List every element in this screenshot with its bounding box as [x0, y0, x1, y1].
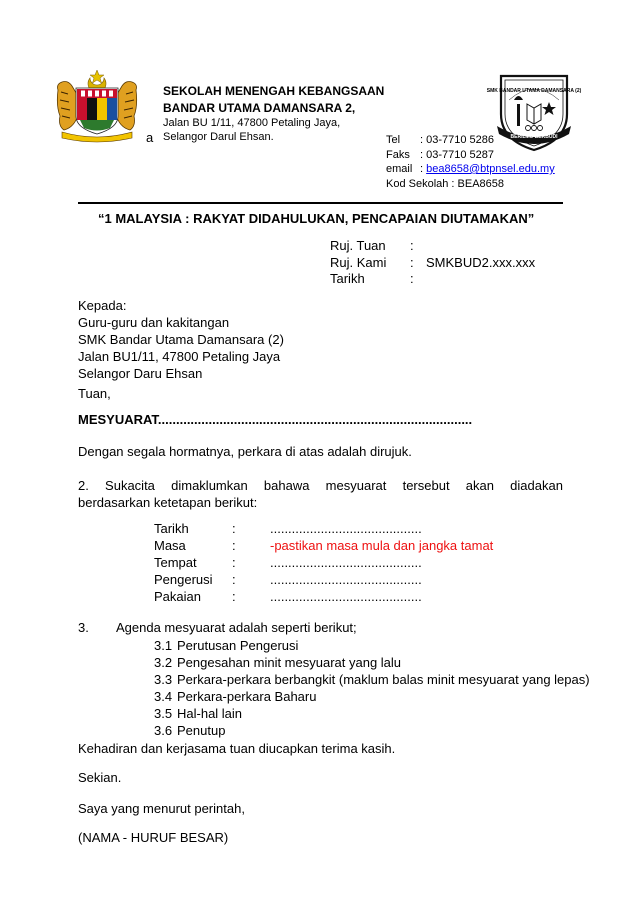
agenda-text: Perkara-perkara Baharu	[177, 689, 317, 704]
school-name	[163, 83, 384, 117]
agenda-number: 3.2	[154, 655, 173, 670]
agenda-text: Penutup	[177, 723, 226, 738]
ref-sep: :	[410, 238, 414, 253]
school-crest-motto-text: BERILMU BERBUDI	[510, 134, 558, 140]
detail-row-pakaian	[154, 588, 493, 605]
closing-order: Saya yang menurut perintah,	[78, 801, 245, 816]
meeting-details	[154, 520, 493, 605]
detail-sep: :	[232, 521, 236, 536]
detail-value: ..........................................	[270, 589, 422, 604]
agenda-item	[154, 688, 590, 705]
email-label: email	[386, 163, 413, 175]
reference-block	[330, 238, 535, 288]
detail-sep: :	[232, 589, 236, 604]
paragraph-2-word: mesyuarat	[325, 478, 387, 493]
detail-label: Tarikh	[154, 521, 189, 536]
agenda-item	[154, 671, 590, 688]
recipient-line: SMK Bandar Utama Damansara (2)	[78, 332, 284, 347]
recipient-line: Guru-guru dan kakitangan	[78, 315, 230, 330]
agenda-item	[154, 637, 590, 654]
agenda-number: 3.4	[154, 689, 173, 704]
contact-fax	[386, 148, 555, 163]
school-name-line2: BANDAR UTAMA DAMANSARA 2,	[163, 101, 356, 115]
detail-row-pengerusi	[154, 571, 493, 588]
closing-thanks: Kehadiran dan kerjasama tuan diucapkan terima kasih.	[78, 741, 396, 756]
detail-sep: :	[232, 538, 236, 553]
paragraph-3-text: Agenda mesyuarat adalah seperti berikut;	[116, 620, 357, 635]
paragraph-2-line1	[78, 477, 563, 494]
ref-value: SMKBUD2.xxx.xxx	[426, 254, 536, 270]
email-prefix: :	[420, 163, 427, 175]
paragraph-2-word: tersebut	[402, 478, 450, 493]
contact-block	[386, 133, 555, 191]
detail-sep: :	[232, 555, 236, 570]
paragraph-3	[78, 620, 357, 635]
agenda-text: Perutusan Pengerusi	[177, 638, 299, 653]
school-crest-top-text: SMK BANDAR UTAMA DAMANSARA (2)	[486, 88, 582, 94]
stray-character: a	[146, 130, 154, 145]
agenda-item	[154, 654, 590, 671]
address-line2: Selangor Darul Ehsan.	[163, 131, 274, 143]
detail-label: Tempat	[154, 555, 197, 570]
ref-label: Tarikh	[330, 271, 365, 286]
detail-sep: :	[232, 572, 236, 587]
recipient-block	[78, 297, 284, 382]
agenda-text: Pengesahan minit mesyuarat yang lalu	[177, 655, 402, 670]
paragraph-2-word: bahawa	[263, 478, 310, 493]
agenda-number: 3.6	[154, 723, 173, 738]
fax-value: : 03-7710 5287	[420, 148, 495, 161]
detail-label: Pengerusi	[154, 572, 213, 587]
contact-tel	[386, 133, 555, 148]
salutation: Tuan,	[78, 386, 111, 401]
tel-label: Tel	[386, 134, 401, 146]
school-code: Kod Sekolah : BEA8658	[386, 177, 505, 190]
address-line1: Jalan BU 1/11, 47800 Petaling Jaya,	[163, 117, 341, 129]
agenda-item	[154, 722, 590, 739]
detail-label: Masa	[154, 538, 186, 553]
paragraph-3-number: 3.	[78, 620, 89, 635]
agenda-list	[154, 637, 590, 739]
fax-label: Faks	[386, 148, 410, 161]
detail-value: ..........................................	[270, 572, 422, 587]
paragraph-2	[78, 477, 563, 511]
ref-row-kami	[330, 255, 535, 272]
contact-email	[386, 162, 555, 177]
ref-row-tarikh	[330, 271, 535, 288]
ref-label: Ruj. Kami	[330, 254, 387, 270]
detail-row-tempat	[154, 554, 493, 571]
ref-sep: :	[410, 254, 414, 270]
tel-value: : 03-7710 5286	[420, 134, 495, 146]
paragraph-2-word: dimaklumkan	[171, 478, 248, 493]
agenda-number: 3.5	[154, 706, 173, 721]
agenda-text: Hal-hal lain	[177, 706, 243, 721]
header-divider	[78, 202, 563, 204]
agenda-number: 3.3	[154, 672, 173, 687]
paragraph-2-word: 2.	[78, 478, 89, 493]
detail-value: ..........................................	[270, 555, 422, 570]
paragraph-2-word: diadakan	[510, 478, 563, 493]
school-address	[163, 116, 340, 144]
detail-row-masa	[154, 537, 493, 554]
recipient-line: Kepada:	[78, 298, 127, 313]
ref-sep: :	[410, 271, 414, 286]
paragraph-2-word: akan	[465, 478, 494, 493]
ref-row-tuan	[330, 238, 535, 255]
subject-line: MESYUARAT.......................................................................................	[78, 412, 473, 427]
closing-sekian: Sekian.	[78, 770, 122, 785]
agenda-number: 3.1	[154, 638, 173, 653]
detail-value-highlight: -pastikan masa mula dan jangka tamat	[270, 538, 494, 553]
recipient-line: Selangor Daru Ehsan	[78, 366, 203, 381]
ref-label: Ruj. Tuan	[330, 238, 386, 253]
detail-value: ..........................................	[270, 521, 422, 536]
signatory-name: (NAMA - HURUF BESAR)	[78, 830, 229, 845]
paragraph-2-word: Sukacita	[105, 478, 155, 493]
paragraph-2-line2: berdasarkan ketetapan berikut:	[78, 495, 258, 510]
recipient-line: Jalan BU1/11, 47800 Petaling Jaya	[78, 349, 281, 364]
agenda-item	[154, 705, 590, 722]
paragraph-1: Dengan segala hormatnya, perkara di atas adalah dirujuk.	[78, 444, 412, 459]
slogan: “1 MALAYSIA : RAKYAT DIDAHULUKAN, PENCAPAIAN DIUTAMAKAN”	[98, 211, 535, 226]
national-crest-logo	[52, 68, 142, 142]
agenda-text: Perkara-perkara berbangkit (maklum balas minit mesyuarat yang lepas)	[177, 672, 590, 687]
detail-row-tarikh	[154, 520, 493, 537]
detail-label: Pakaian	[154, 589, 201, 604]
school-name-line1: SEKOLAH MENENGAH KEBANGSAAN	[163, 84, 385, 98]
email-link[interactable]: bea8658@btpnsel.edu.my	[426, 163, 555, 175]
